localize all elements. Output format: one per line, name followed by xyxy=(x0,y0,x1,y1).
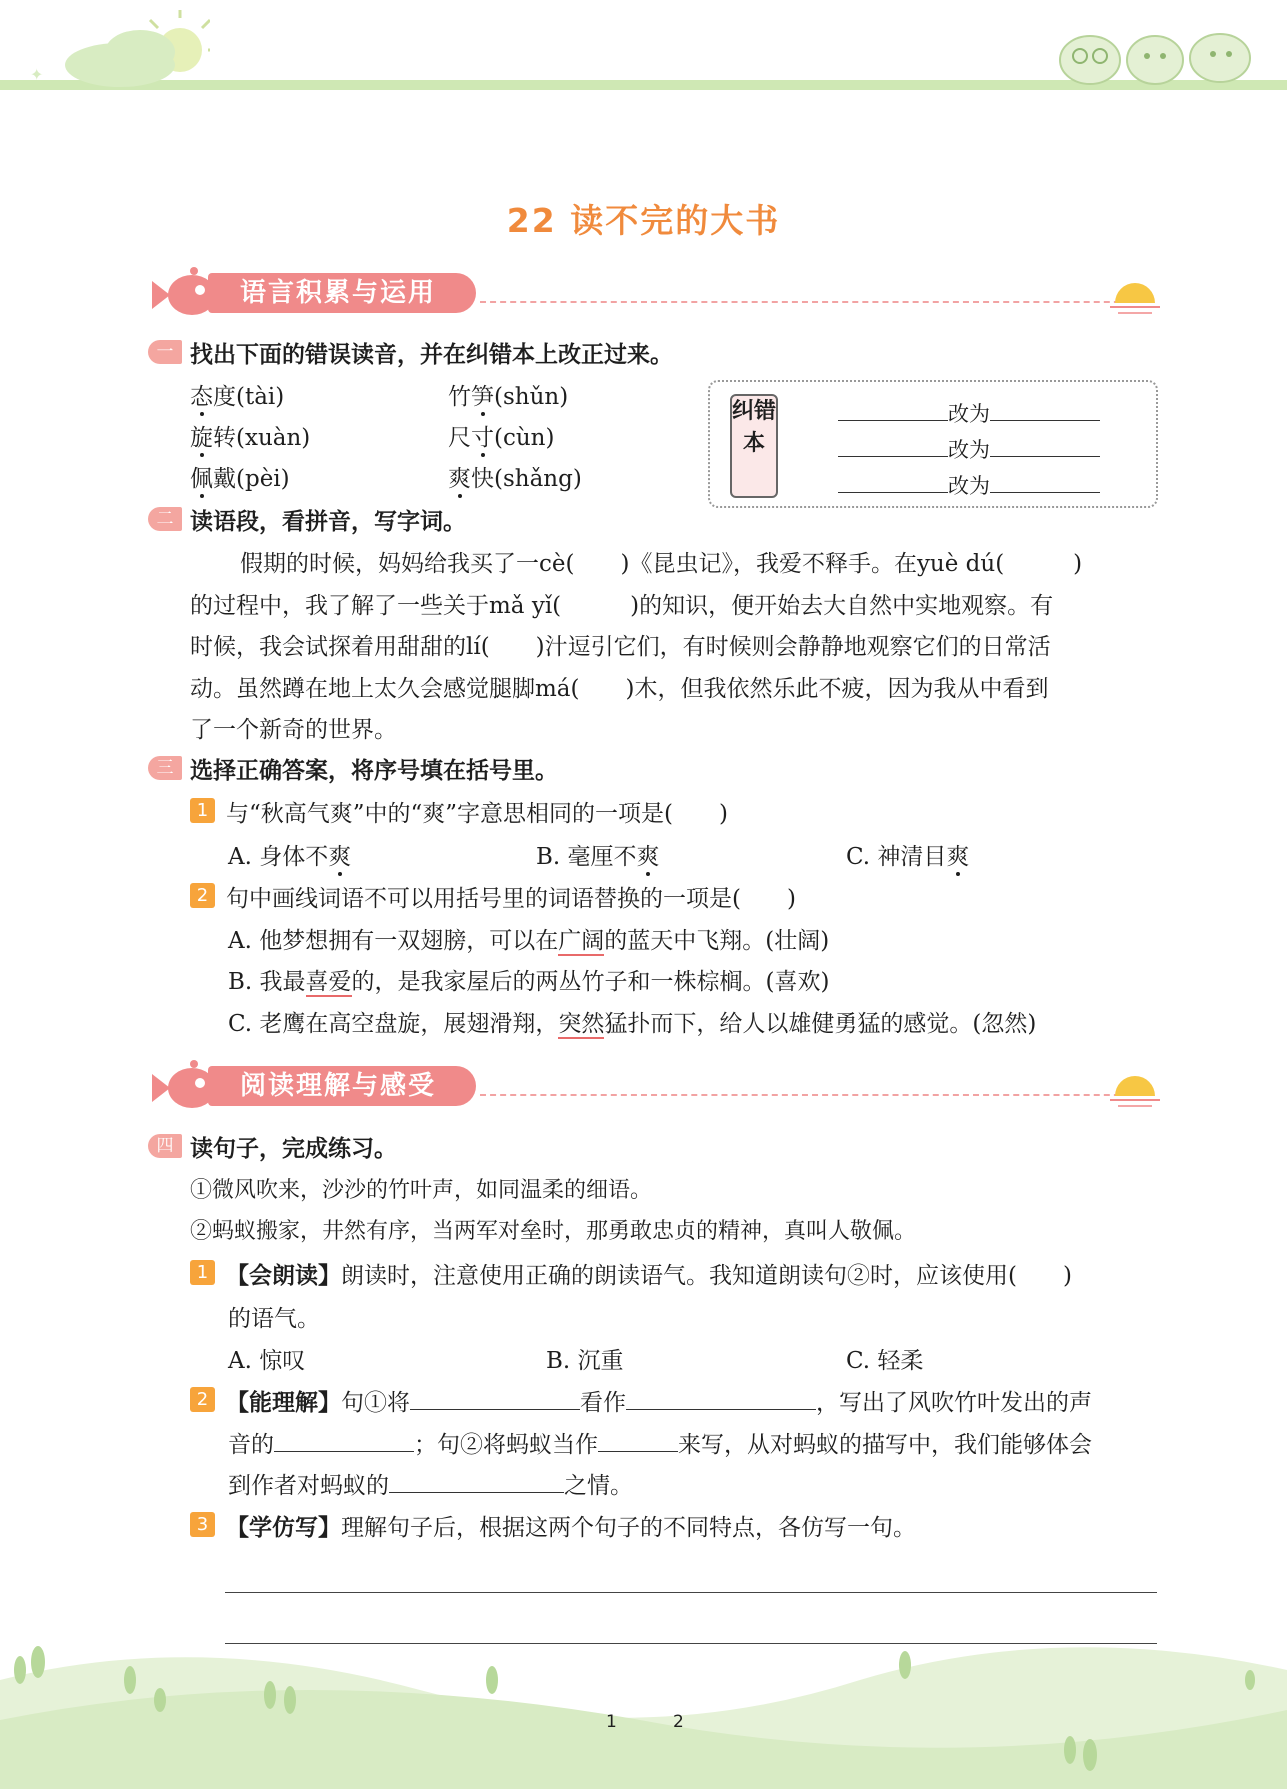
option-c[interactable]: C. 老鹰在高空盘旋，展翅滑翔，突然猛扑而下，给人以雄健勇猛的感觉。(忽然) xyxy=(228,1011,1037,1037)
paragraph-line: 了一个新奇的世界。 xyxy=(190,717,397,743)
question-number: 四 xyxy=(148,1134,182,1158)
sub-question-number: 2 xyxy=(190,883,215,908)
question-heading: 读句子，完成练习。 xyxy=(190,1136,397,1162)
question-heading: 读语段，看拼音，写字词。 xyxy=(190,509,466,535)
option-b[interactable]: B. 毫厘不爽 xyxy=(536,844,660,870)
sub-question-text: 【会朗读】朗读时，注意使用正确的朗读语气。我知道朗读句②时，应该使用( ) xyxy=(226,1263,1072,1289)
pinyin-item: 态度(tài) xyxy=(190,384,285,410)
pinyin-item: 佩戴(pèi) xyxy=(190,466,290,492)
question-number: 二 xyxy=(148,507,182,531)
option-a[interactable]: A. 身体不爽 xyxy=(228,844,352,870)
option-c[interactable]: C. 神清目爽 xyxy=(846,844,970,870)
option-c[interactable]: C. 轻柔 xyxy=(846,1348,924,1374)
fill-blank-line[interactable]: 音的 ；句②将蚂蚁当作 来写，从对蚂蚁的描写中，我们能够体会 xyxy=(228,1432,1092,1458)
option-b[interactable]: B. 我最喜爱的，是我家屋后的两丛竹子和一株棕榈。(喜欢) xyxy=(228,969,830,995)
pinyin-item: 旋转(xuàn) xyxy=(190,425,311,451)
sentence-2: ②蚂蚁搬家，井然有序，当两军对垒时，那勇敢忠贞的精神，真叫人敬佩。 xyxy=(190,1219,917,1244)
pinyin-item: 尺寸(cùn) xyxy=(448,425,555,451)
correction-box xyxy=(708,380,1158,508)
sub-question-text: 【学仿写】理解句子后，根据这两个句子的不同特点，各仿写一句。 xyxy=(226,1515,916,1541)
section-banner-language xyxy=(150,265,1160,325)
question-number: 三 xyxy=(148,756,182,780)
sub-question-number: 2 xyxy=(190,1387,215,1412)
divider xyxy=(480,1094,1140,1096)
correction-row[interactable]: 改为 xyxy=(838,470,1100,500)
sub-question-number: 3 xyxy=(190,1512,215,1537)
sentence-1: ①微风吹来，沙沙的竹叶声，如同温柔的细语。 xyxy=(190,1178,653,1203)
correction-box-tag: 纠错本 xyxy=(730,394,778,498)
section-label: 语言积累与运用 xyxy=(208,273,476,313)
animal-faces-icon xyxy=(1055,20,1255,86)
pinyin-item: 竹笋(shǔn) xyxy=(448,384,569,410)
correction-row[interactable]: 改为 xyxy=(838,434,1100,464)
question-heading: 选择正确答案，将序号填在括号里。 xyxy=(190,758,558,784)
page-number-right: 2 xyxy=(673,1712,684,1732)
paragraph-line: 动。虽然蹲在地上太久会感觉腿脚má( )木，但我依然乐此不疲，因为我从中看到 xyxy=(190,676,1049,702)
page-title: 22 读不完的大书 xyxy=(506,201,781,240)
answer-line[interactable] xyxy=(225,1592,1157,1593)
sunset-icon xyxy=(1110,1072,1160,1112)
sub-question-number: 1 xyxy=(190,1260,215,1285)
sub-question-text: 的语气。 xyxy=(228,1306,320,1332)
sub-question-number: 1 xyxy=(190,798,215,823)
option-a[interactable]: A. 他梦想拥有一双翅膀，可以在广阔的蓝天中飞翔。(壮阔) xyxy=(228,928,830,954)
question-number: 一 xyxy=(148,340,182,364)
pinyin-item: 爽快(shǎng) xyxy=(448,466,582,492)
question-heading: 找出下面的错误读音，并在纠错本上改正过来。 xyxy=(190,342,673,368)
paragraph-line: 的过程中，我了解了一些关于mǎ yǐ( )的知识，便开始去大自然中实地观察。有 xyxy=(190,593,1054,619)
correction-row[interactable]: 改为 xyxy=(838,398,1100,428)
svg-text:✦: ✦ xyxy=(30,65,44,84)
hills-decoration xyxy=(0,1600,1287,1789)
sub-question-text: 与“秋高气爽”中的“爽”字意思相同的一项是( ) xyxy=(226,801,728,827)
page-number-left: 1 xyxy=(606,1712,617,1732)
fill-blank-line[interactable]: 【能理解】句①将 看作 ，写出了风吹竹叶发出的声 xyxy=(226,1390,1092,1416)
section-label: 阅读理解与感受 xyxy=(208,1066,476,1106)
sunset-icon xyxy=(1110,279,1160,319)
paragraph-line: 时候，我会试探着用甜甜的lí( )汁逗引它们，有时候则会静静地观察它们的日常活 xyxy=(190,634,1051,660)
divider xyxy=(480,301,1140,303)
option-a[interactable]: A. 惊叹 xyxy=(228,1348,306,1374)
option-b[interactable]: B. 沉重 xyxy=(546,1348,624,1374)
paragraph-line: 假期的时候，妈妈给我买了一cè( )《昆虫记》，我爱不释手。在yuè dú( ) xyxy=(240,551,1083,577)
cloud-sun-icon xyxy=(30,10,210,90)
sub-question-text: 句中画线词语不可以用括号里的词语替换的一项是( ) xyxy=(226,886,796,912)
section-banner-reading xyxy=(150,1058,1160,1118)
fill-blank-line[interactable]: 到作者对蚂蚁的 之情。 xyxy=(228,1473,633,1499)
